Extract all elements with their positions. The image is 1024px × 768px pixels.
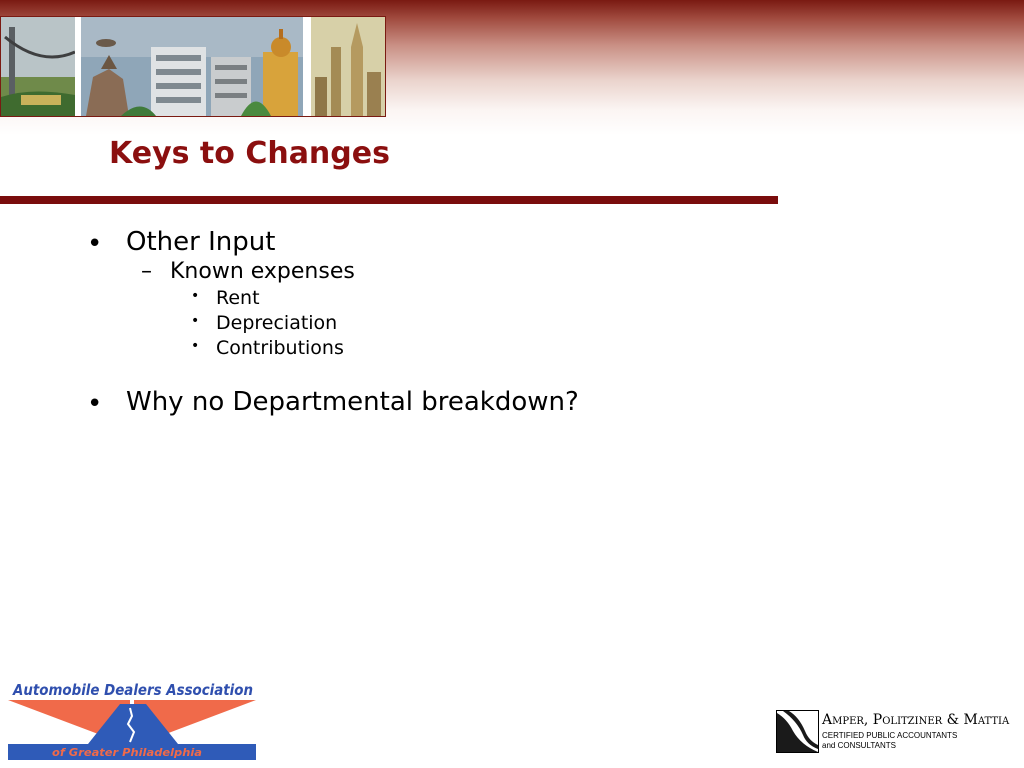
ada-logo-top-text: Automobile Dealers Association	[12, 681, 253, 699]
bullet-item: Depreciation	[216, 312, 338, 334]
bullet-item: Rent	[216, 287, 260, 309]
apm-logo-line2: and CONSULTANTS	[822, 741, 896, 750]
apm-logo-name: Amper, Politziner & Mattia	[822, 712, 1010, 728]
title-divider	[0, 196, 778, 204]
bullet-marker: •	[87, 229, 103, 259]
apm-logo-mark	[776, 710, 819, 753]
bullet-item: Why no Departmental breakdown?	[126, 387, 579, 417]
city-painting-image	[0, 16, 386, 117]
bullet-marker: •	[191, 313, 200, 329]
apm-logo	[776, 709, 1016, 753]
ada-logo-bottom-text: of Greater Philadelphia	[52, 746, 202, 759]
bullet-marker: •	[191, 338, 200, 354]
slide-title: Keys to Changes	[109, 136, 390, 171]
apm-logo-line1: CERTIFIED PUBLIC ACCOUNTANTS	[822, 731, 958, 740]
ada-logo	[8, 676, 258, 762]
bullet-item: Known expenses	[170, 259, 355, 284]
bullet-marker: •	[87, 389, 103, 419]
bullet-marker: –	[141, 259, 152, 284]
bullet-item: Other Input	[126, 227, 276, 257]
bullet-item: Contributions	[216, 337, 344, 359]
bullet-marker: •	[191, 288, 200, 304]
